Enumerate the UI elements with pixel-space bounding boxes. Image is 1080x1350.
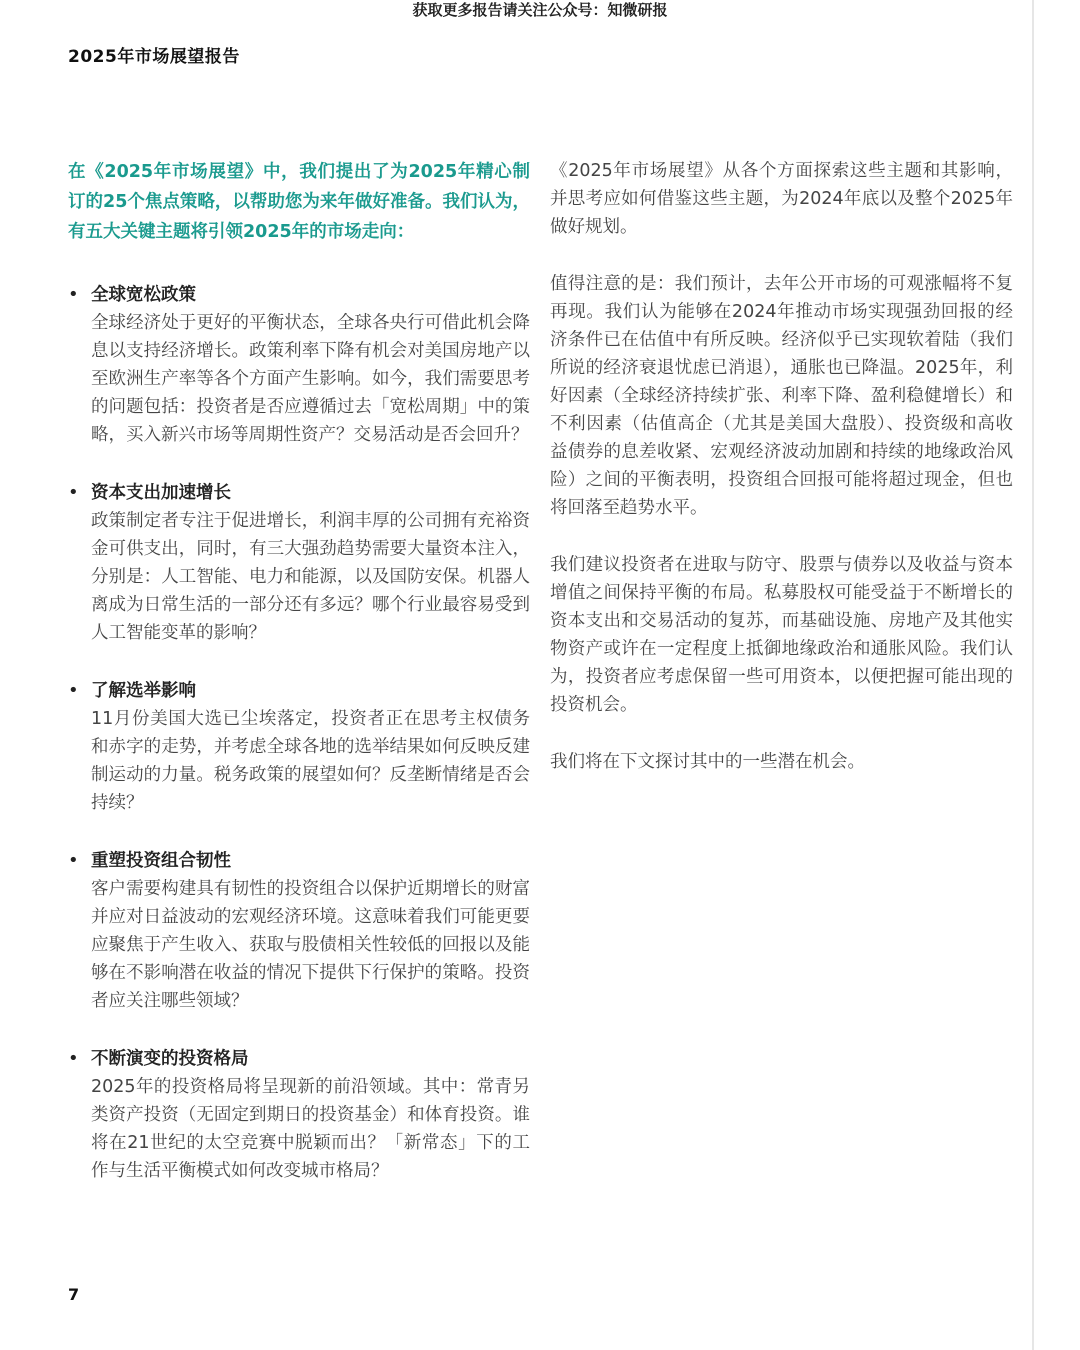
theme-item: [68, 479, 530, 647]
bullet-icon: •: [68, 850, 79, 871]
right-column: [550, 157, 1013, 805]
theme-title: 全球宽松政策: [91, 285, 196, 305]
document-title: 2025年市场展望报告: [68, 47, 240, 67]
left-column: [68, 157, 530, 1215]
theme-item: [68, 677, 530, 817]
theme-title: 不断演变的投资格局: [91, 1049, 249, 1069]
body-paragraph: 值得注意的是：我们预计，去年公开市场的可观涨幅将不复再现。我们认为能够在2024年推动市场实现强劲回报的经济条件已在估值中有所反映。经济似乎已实现软着陆（我们所说的经济衰退忧虑已消退），通胀也已降温。2025年，利好因素（全球经济持续扩张、利率下降、盈利稳健增长）和不利因素（估值高企（尤其是美国大盘股）、投资级和高收益债券的息差收紧、宏观经济波动加剧和持续的地缘政治风险）之间的平衡表明，投资组合回报可能将超过现金，但也将回落至趋势水平。: [550, 274, 1013, 518]
intro-paragraph: 在《2025年市场展望》中，我们提出了为2025年精心制订的25个焦点策略，以帮助您为来年做好准备。我们认为，有五大关键主题将引领2025年的市场走向：: [68, 162, 530, 242]
body-paragraph: 我们将在下文探讨其中的一些潜在机会。: [550, 752, 865, 772]
theme-item: [68, 1045, 530, 1185]
theme-body: 全球经济处于更好的平衡状态，全球各央行可借此机会降息以支持经济增长。政策利率下降有机会对美国房地产以至欧洲生产率等各个方面产生影响。如今，我们需要思考的问题包括：投资者是否应遵循过去「宽松周期」中的策略，买入新兴市场等周期性资产？交易活动是否会回升？: [91, 313, 530, 445]
page-edge: [1032, 0, 1034, 1350]
theme-title: 了解选举影响: [91, 681, 196, 701]
body-paragraph: 《2025年市场展望》从各个方面探索这些主题和其影响，并思考应如何借鉴这些主题，为2024年底以及整个2025年做好规划。: [550, 161, 1013, 237]
bullet-icon: •: [68, 284, 79, 305]
theme-body: 11月份美国大选已尘埃落定，投资者正在思考主权债务和赤字的走势，并考虑全球各地的选举结果如何反映反建制运动的力量。税务政策的展望如何？反垄断情绪是否会持续？: [91, 709, 530, 813]
theme-body: 政策制定者专注于促进增长，利润丰厚的公司拥有充裕资金可供支出，同时，有三大强劲趋势需要大量资本注入，分别是：人工智能、电力和能源，以及国防安保。机器人离成为日常生活的一部分还有多远？哪个行业最容易受到人工智能变革的影响？: [91, 511, 530, 643]
top-banner: 获取更多报告请关注公众号：知微研报: [412, 1, 668, 19]
theme-title: 资本支出加速增长: [91, 483, 231, 503]
theme-title: 重塑投资组合韧性: [91, 851, 231, 871]
page-number: 7: [68, 1285, 80, 1304]
theme-item: [68, 281, 530, 449]
bullet-icon: •: [68, 1048, 79, 1069]
bullet-icon: •: [68, 482, 79, 503]
body-paragraph: 我们建议投资者在进取与防守、股票与债券以及收益与资本增值之间保持平衡的布局。私募股权可能受益于不断增长的资本支出和交易活动的复苏，而基础设施、房地产及其他实物资产或许在一定程度上抵御地缘政治和通胀风险。我们认为，投资者应考虑保留一些可用资本，以便把握可能出现的投资机会。: [550, 555, 1013, 715]
bullet-icon: •: [68, 680, 79, 701]
theme-body: 2025年的投资格局将呈现新的前沿领域。其中：常青另类资产投资（无固定到期日的投资基金）和体育投资。谁将在21世纪的太空竞赛中脱颖而出？「新常态」下的工作与生活平衡模式如何改变城市格局？: [91, 1077, 530, 1181]
theme-item: [68, 847, 530, 1015]
theme-body: 客户需要构建具有韧性的投资组合以保护近期增长的财富并应对日益波动的宏观经济环境。这意味着我们可能更要应聚焦于产生收入、获取与股债相关性较低的回报以及能够在不影响潜在收益的情况下提供下行保护的策略。投资者应关注哪些领域？: [91, 879, 530, 1011]
